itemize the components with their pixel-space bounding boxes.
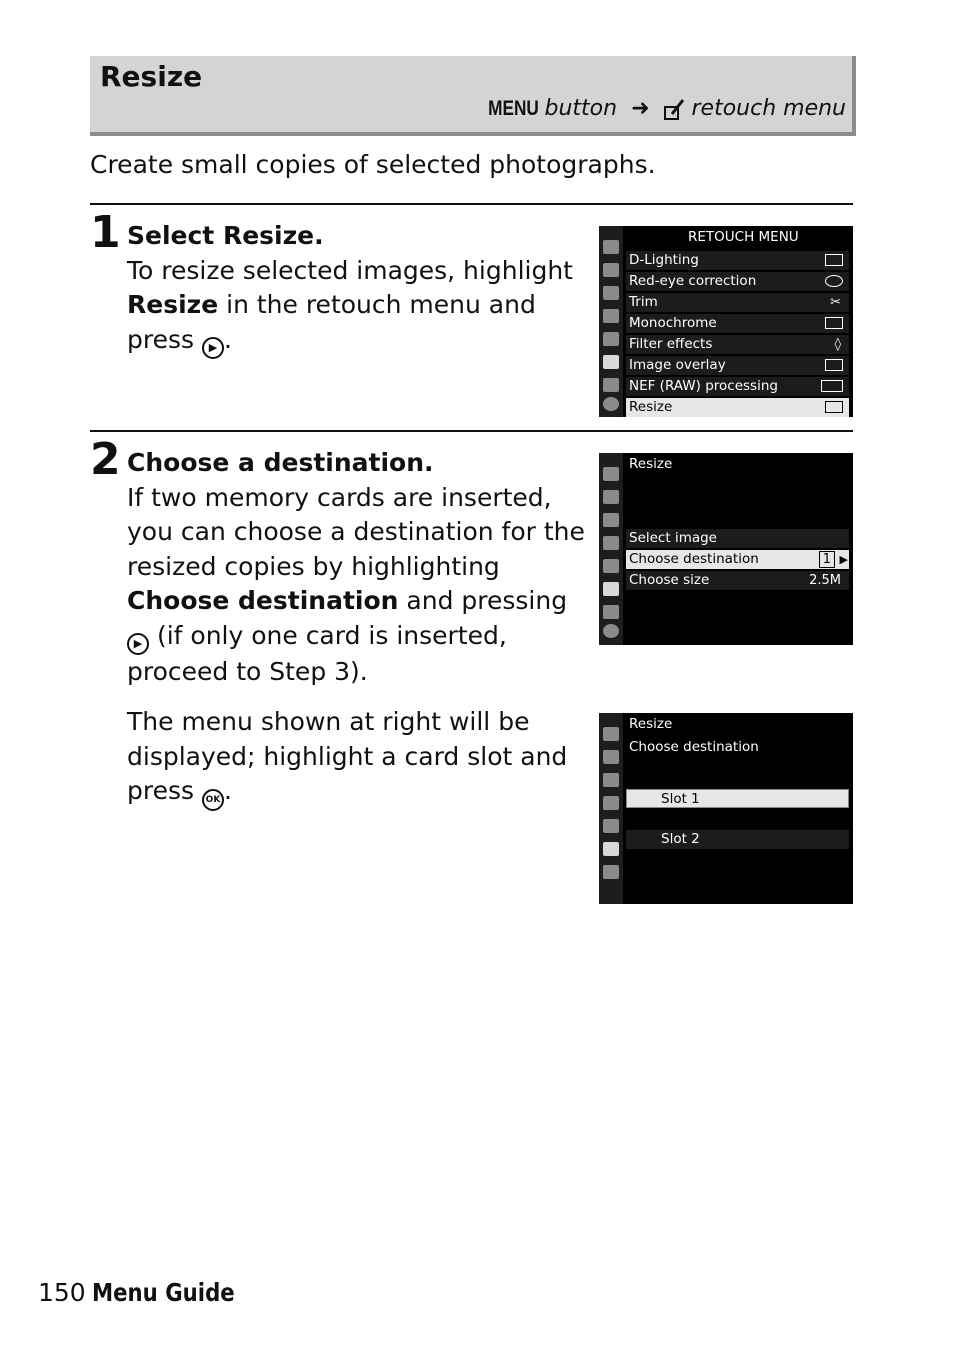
menu-item[interactable] <box>626 356 849 375</box>
pencil-icon <box>603 796 619 810</box>
monochrome-icon <box>825 317 843 329</box>
resize-icon <box>825 401 843 413</box>
step-body: and pressing <box>398 586 568 615</box>
section-name: Menu Guide <box>92 1278 235 1307</box>
destination-screen <box>599 713 853 904</box>
retouch-icon <box>603 582 619 596</box>
menu-item[interactable] <box>626 377 849 396</box>
wrench-icon <box>603 819 619 833</box>
bold-term: Choose destination <box>127 586 399 615</box>
menu-item-label: Image overlay <box>629 357 726 373</box>
resize-menu-screen <box>599 453 853 645</box>
menu-item[interactable] <box>626 571 849 590</box>
menu-item-selected[interactable] <box>626 398 849 417</box>
step-body: . <box>223 324 232 354</box>
menu-item-label: Filter effects <box>629 336 713 352</box>
step-body: . <box>223 776 232 805</box>
menu-item[interactable] <box>626 335 849 354</box>
screen-title: Resize <box>629 716 673 732</box>
wrench-icon <box>603 559 619 573</box>
slot-2-option[interactable] <box>626 830 849 849</box>
ok-button-icon: OK <box>202 789 224 811</box>
divider <box>90 203 853 205</box>
step-2-text <box>127 446 587 689</box>
menu-button-label: MENU <box>487 96 539 120</box>
page-number: 150 <box>38 1278 86 1307</box>
raw-icon <box>821 380 843 392</box>
movie-icon <box>603 773 619 787</box>
pencil-icon <box>603 309 619 323</box>
menu-item-label: Select image <box>629 530 717 546</box>
menu-item[interactable] <box>626 314 849 333</box>
menu-item-label: D-Lighting <box>629 252 699 268</box>
menu-item-label: Red-eye correction <box>629 273 757 289</box>
menu-item-label: NEF (RAW) processing <box>629 378 778 394</box>
retouch-menu-icon <box>664 98 686 120</box>
step-heading: Choose a destination. <box>127 448 434 477</box>
retouch-icon <box>603 355 619 369</box>
menu-sidebar <box>599 453 623 645</box>
playback-icon <box>603 467 619 481</box>
menu-item[interactable] <box>626 293 849 312</box>
screen-title: Resize <box>629 456 673 472</box>
help-icon <box>603 397 619 411</box>
menu-item[interactable] <box>626 251 849 270</box>
slot-label: Slot 1 <box>661 791 700 807</box>
menu-item-label: Monochrome <box>629 315 717 331</box>
screen-subtitle: Choose destination <box>629 739 759 755</box>
size-value: 2.5M <box>809 573 841 588</box>
d-lighting-icon <box>825 254 843 266</box>
menu-sidebar <box>599 226 623 417</box>
step-body: The menu shown at right will be displayed; highlight a card slot and press <box>127 707 568 805</box>
multi-selector-right-icon: ▶ <box>127 633 149 655</box>
bold-term: Resize <box>127 290 219 319</box>
page-title: Resize <box>100 60 203 93</box>
menu-item-label: Trim <box>629 294 658 310</box>
menu-item-label: Choose destination <box>629 551 759 567</box>
menu-sidebar <box>599 713 623 904</box>
retouch-icon <box>603 842 619 856</box>
my-menu-icon <box>603 605 619 619</box>
menu-item[interactable] <box>626 272 849 291</box>
step-heading: Select Resize. <box>127 221 324 250</box>
multi-selector-right-icon: ▶ <box>202 337 224 359</box>
step-1-text <box>127 219 587 359</box>
filter-icon: ◊ <box>834 337 841 352</box>
playback-icon <box>603 240 619 254</box>
camera-icon <box>603 750 619 764</box>
menu-item-label: Choose size <box>629 572 710 588</box>
movie-icon <box>603 513 619 527</box>
my-menu-icon <box>603 378 619 392</box>
step-number: 2 <box>90 434 121 485</box>
intro-text: Create small copies of selected photographs. <box>90 150 656 179</box>
step-body: in the retouch menu and press <box>127 290 536 354</box>
menu-item-label: Resize <box>629 399 673 415</box>
step-body: If two memory cards are inserted, you can choose a destination for the resized copies by highlighting <box>127 482 585 581</box>
scissors-icon: ✂ <box>830 295 841 310</box>
step-2-followup <box>127 705 587 811</box>
retouch-menu-screen <box>599 226 853 417</box>
playback-icon <box>603 727 619 741</box>
screen-title: RETOUCH MENU <box>688 229 799 245</box>
slot-label: Slot 2 <box>661 831 700 847</box>
help-icon <box>603 624 619 638</box>
slot-1-option[interactable] <box>626 789 849 808</box>
step-body: To resize selected images, highlight <box>127 255 573 285</box>
button-text: button <box>544 96 618 121</box>
chevron-right-icon: ▶ <box>839 553 848 566</box>
wrench-icon <box>603 332 619 346</box>
eye-icon <box>825 275 843 287</box>
step-body: (if only one card is inserted, proceed to Step 3). <box>127 620 507 686</box>
overlay-icon <box>825 359 843 371</box>
pencil-icon <box>603 536 619 550</box>
menu-item-selected[interactable] <box>626 550 849 569</box>
camera-icon <box>603 263 619 277</box>
movie-icon <box>603 286 619 300</box>
menu-path <box>477 96 846 121</box>
card-slot-value: 1 <box>819 551 835 568</box>
my-menu-icon <box>603 865 619 879</box>
step-number: 1 <box>90 207 121 258</box>
camera-icon <box>603 490 619 504</box>
divider <box>90 430 853 432</box>
section-header <box>90 56 856 136</box>
arrow-icon: ➜ <box>631 96 650 121</box>
menu-item[interactable] <box>626 529 849 548</box>
menu-name: retouch menu <box>691 96 846 121</box>
